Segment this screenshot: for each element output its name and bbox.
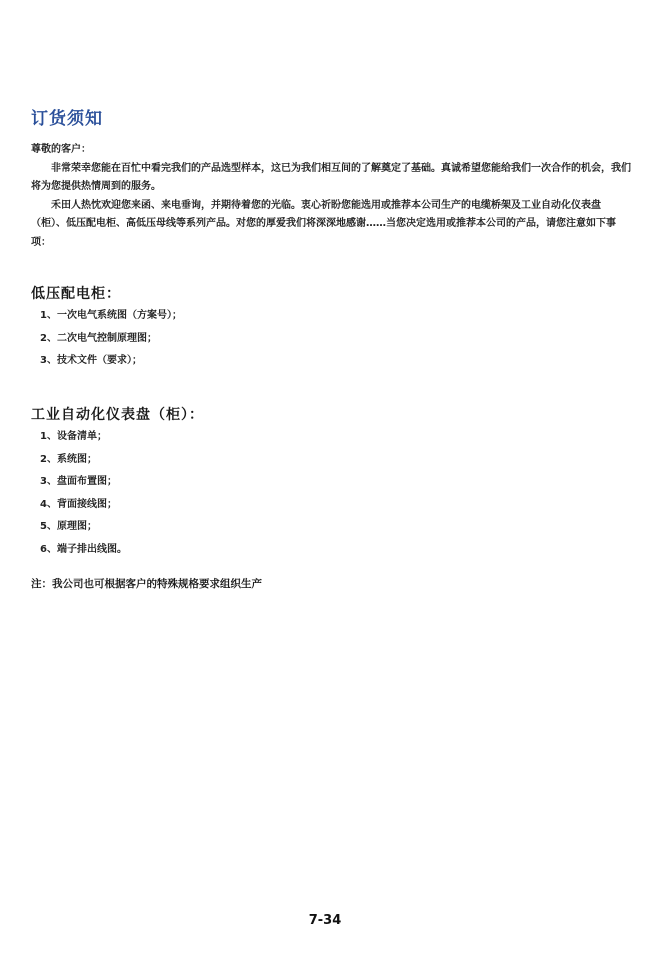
note-text: 注：我公司也可根据客户的特殊规格要求组织生产 xyxy=(31,578,262,590)
list-item: 1、设备清单； xyxy=(40,431,107,442)
list-item: 5、原理图； xyxy=(40,521,97,532)
list-item: 1、一次电气系统图（方案号）； xyxy=(40,310,182,321)
page-number: 7-34 xyxy=(308,913,342,928)
section-title-low-voltage: 低压配电柜： xyxy=(31,286,121,302)
page-title: 订货须知 xyxy=(31,109,103,129)
intro-paragraph-2: 禾田人热忱欢迎您来函、来电垂询，并期待着您的光临。衷心祈盼您能选用或推荐本公司生产的电缆桥架及工业自动化仪表盘（柜）、低压配电柜、高低压母线等系列产品。对您的厚爱我们将深深地感谢……当您决定选用或推荐本公司的产品，请您注意如下事项： xyxy=(31,199,616,248)
list-item: 3、盘面布置图； xyxy=(40,476,117,487)
list-item: 4、背面接线图； xyxy=(40,498,117,510)
intro-text xyxy=(31,141,631,252)
list-item: 6、端子排出线图。 xyxy=(40,543,127,555)
list-item: 2、二次电气控制原理图； xyxy=(40,332,157,344)
list-item: 3、技术文件（要求）； xyxy=(40,355,142,366)
salutation: 尊敬的客户： xyxy=(31,144,91,155)
list-item: 2、系统图； xyxy=(40,453,97,465)
instrument-panel-requirements-list xyxy=(40,426,127,561)
intro-paragraph-1: 非常荣幸您能在百忙中看完我们的产品选型样本，这已为我们相互间的了解奠定了基础。真诚希望您能给我们一次合作的机会，我们将为您提供热情周到的服务。 xyxy=(31,162,631,192)
section-title-instrument-panel: 工业自动化仪表盘（柜）： xyxy=(31,407,204,423)
low-voltage-requirements-list xyxy=(40,305,182,373)
